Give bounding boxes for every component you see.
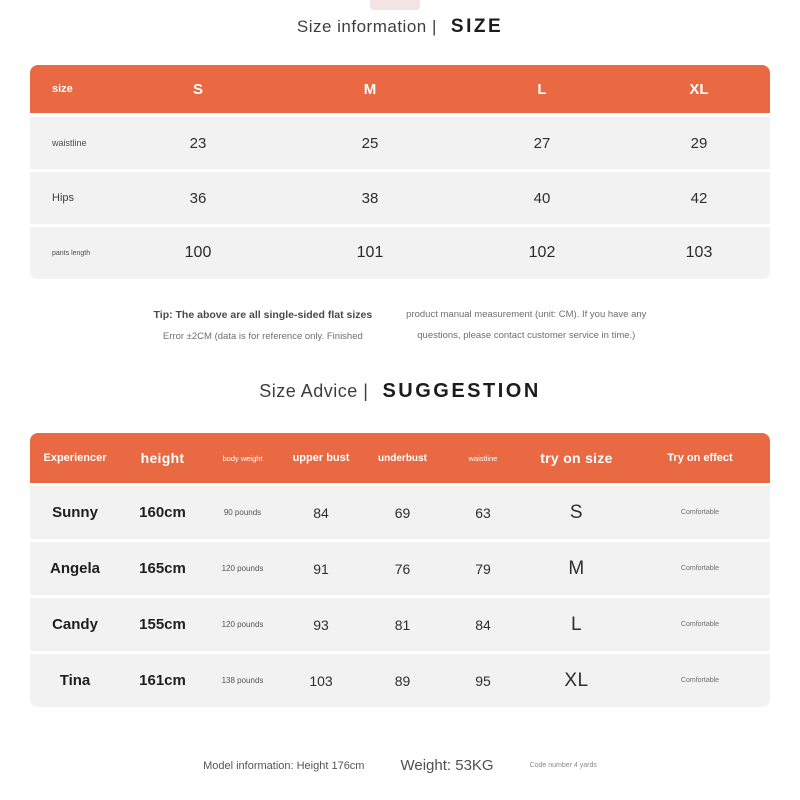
try-on-size-value: XL [564,669,589,691]
size-header-l: L [537,80,547,98]
suggestion-row-sunny [30,486,770,539]
size-advice-title-bold: SUGGESTION [382,380,541,402]
underbust-value: 69 [394,504,411,521]
waistline-xl: 29 [690,134,708,152]
upper-bust-value: 93 [313,616,329,633]
waistline-m: 25 [361,134,379,152]
model-info-footer [0,757,800,774]
experiencer-height: 155cm [139,616,186,633]
size-info-title-bold: SIZE [450,16,504,37]
header-underbust: underbust [378,452,427,464]
size-table-row-pants-length [30,227,770,279]
header-experiencer: Experiencer [43,452,107,464]
upper-bust-value: 84 [313,504,329,521]
try-on-size-value: M [568,557,585,579]
size-info-title-normal: Size information | [296,17,437,36]
hips-s: 36 [189,189,207,207]
size-header-s: S [192,80,203,98]
waistline-value: 79 [475,560,491,577]
model-height-text: Model information: Height 176cm [203,759,365,772]
row-label: pants length [52,249,91,257]
tip-right-column [406,309,646,342]
size-table-header [30,65,770,113]
experiencer-weight: 90 pounds [223,508,262,517]
pants-length-l: 102 [528,244,556,261]
suggestion-row-candy [30,598,770,651]
model-weight-text: Weight: 53KG [400,757,494,774]
waistline-l: 27 [533,134,551,152]
upper-bust-value: 103 [309,672,333,689]
try-on-size-value: S [569,501,584,523]
hips-xl: 42 [690,189,708,207]
size-header-xl: XL [689,80,709,98]
size-table-row-hips [30,172,770,224]
header-body-weight: body weight [222,453,263,463]
suggestion-row-tina [30,654,770,707]
cropped-red-glyph [370,0,420,10]
try-on-effect-value: Comfortable [680,509,720,516]
try-on-effect-value: Comfortable [680,621,720,628]
try-on-size-value: L [570,613,583,635]
size-header-label: size [52,83,73,95]
waistline-value: 84 [475,616,491,633]
row-label: waistline [52,138,87,148]
size-header-m: M [363,80,377,98]
underbust-value: 89 [394,672,411,689]
experiencer-height: 161cm [139,672,186,689]
hips-l: 40 [533,189,551,207]
header-try-on-effect: Try on effect [667,452,733,464]
size-info-title [0,16,800,38]
header-height: height [140,450,185,466]
waistline-value: 63 [475,504,491,521]
header-waistline: waistline [468,453,498,463]
row-label: Hips [52,192,75,204]
waistline-s: 23 [189,134,207,152]
experiencer-weight: 138 pounds [221,676,264,685]
tip-line-2: Error ±2CM (data is for reference only. Finished [162,331,363,342]
underbust-value: 76 [394,560,411,577]
pants-length-s: 100 [184,244,212,261]
pants-length-m: 101 [356,244,384,261]
try-on-effect-value: Comfortable [680,677,720,684]
size-table-row-waistline [30,117,770,169]
suggestion-row-angela [30,542,770,595]
try-on-effect-value: Comfortable [680,565,720,572]
pants-length-xl: 103 [685,244,713,261]
size-advice-title-normal: Size Advice | [259,381,369,401]
underbust-value: 81 [394,616,411,633]
experiencer-name: Tina [59,672,91,689]
waistline-value: 95 [475,672,491,689]
experiencer-weight: 120 pounds [221,564,264,573]
upper-bust-value: 91 [313,560,329,577]
experiencer-name: Angela [49,560,100,577]
size-advice-title [0,380,800,403]
hips-m: 38 [361,189,379,207]
experiencer-height: 165cm [139,560,186,577]
experiencer-weight: 120 pounds [221,620,264,629]
suggestion-table-header [30,433,770,483]
tip-line-4: questions, please contact customer service in time.) [417,330,636,341]
size-table [30,65,770,279]
measurement-tip [0,309,800,342]
experiencer-height: 160cm [139,504,186,521]
header-upper-bust: upper bust [292,452,350,464]
experiencer-name: Sunny [52,504,98,521]
header-try-on-size: try on size [540,450,613,466]
tip-line-1: Tip: The above are all single-sided flat sizes [153,309,373,321]
experiencer-name: Candy [52,616,98,633]
model-code-text: Code number 4 yards [529,762,597,769]
tip-left-column [154,309,373,342]
tip-line-3: product manual measurement (unit: CM). If you have any [406,309,647,320]
suggestion-table [30,433,770,707]
